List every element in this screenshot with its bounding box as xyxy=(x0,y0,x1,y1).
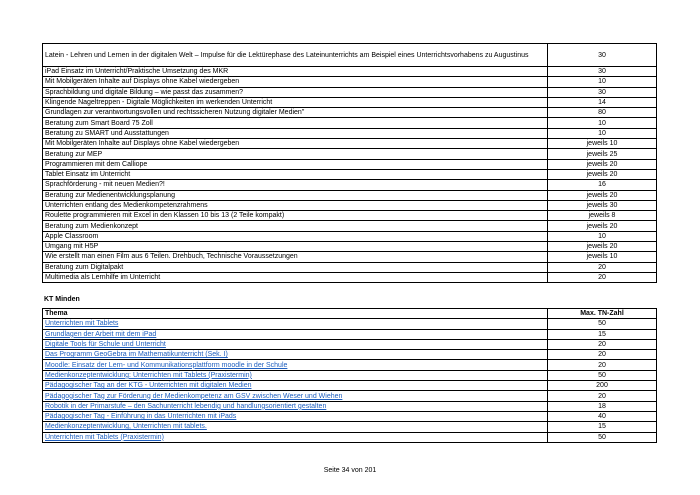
cell-thema[interactable] xyxy=(43,329,548,339)
cell-max-tn: jeweils 8 xyxy=(548,211,657,221)
cell-max-tn: 40 xyxy=(548,411,657,421)
cell-thema: Beratung zum Smart Board 75 Zoll xyxy=(43,118,548,128)
cell-max-tn: 10 xyxy=(548,77,657,87)
cell-max-tn: 20 xyxy=(548,339,657,349)
table-row xyxy=(43,272,657,282)
table-row xyxy=(43,350,657,360)
table-row xyxy=(43,190,657,200)
table-row xyxy=(43,401,657,411)
cell-thema[interactable] xyxy=(43,370,548,380)
cell-thema: Beratung zu SMART und Ausstattungen xyxy=(43,128,548,138)
cell-max-tn: jeweils 25 xyxy=(548,149,657,159)
table-row xyxy=(43,87,657,97)
table-row xyxy=(43,139,657,149)
course-link[interactable]: Pädagogischer Tag - Einführung in das Unterrichten mit iPads xyxy=(45,413,237,421)
table-row xyxy=(43,262,657,272)
cell-thema: Programmieren mit dem Calliope xyxy=(43,159,548,169)
header-thema: Thema xyxy=(43,309,548,319)
table-row xyxy=(43,422,657,432)
table-row xyxy=(43,432,657,442)
cell-max-tn: jeweils 20 xyxy=(548,190,657,200)
section-title: KT Minden xyxy=(44,296,80,303)
cell-max-tn: jeweils 30 xyxy=(548,200,657,210)
course-link[interactable]: Robotik in der Primarstufe – den Sachunterricht lebendig und handlungsorientiert gestalten xyxy=(45,402,327,410)
cell-max-tn: 10 xyxy=(548,128,657,138)
table-row xyxy=(43,360,657,370)
cell-thema: Beratung zum Medienkonzept xyxy=(43,221,548,231)
cell-thema[interactable] xyxy=(43,432,548,442)
table-row xyxy=(43,180,657,190)
table-row xyxy=(43,77,657,87)
course-link[interactable]: Digitale Tools für Schule und Unterricht xyxy=(45,341,166,349)
cell-thema: Latein - Lehren und Lernen in der digitalen Welt – Impulse für die Lektürephase des Lateinunterrichts am Beispiel eines Unterrichtsvorhabens zu Augustinus xyxy=(43,44,548,67)
cell-thema[interactable] xyxy=(43,339,548,349)
cell-thema: Klingende Nageltreppen - Digitale Möglichkeiten im werkenden Unterricht xyxy=(43,97,548,107)
cell-max-tn: jeweils 20 xyxy=(548,221,657,231)
cell-thema[interactable] xyxy=(43,381,548,391)
table-row xyxy=(43,200,657,210)
cell-max-tn: 30 xyxy=(548,87,657,97)
cell-thema[interactable] xyxy=(43,350,548,360)
table-row xyxy=(43,97,657,107)
table-row xyxy=(43,231,657,241)
cell-max-tn: 14 xyxy=(548,97,657,107)
course-link[interactable]: Grundlagen der Arbeit mit dem iPad xyxy=(45,330,157,338)
cell-thema: Mit Mobilgeräten Inhalte auf Displays ohne Kabel wiedergeben xyxy=(43,139,548,149)
cell-max-tn: jeweils 10 xyxy=(548,252,657,262)
course-link[interactable]: Das Programm GeoGebra im Mathematikunterricht (Sek. I) xyxy=(45,351,228,359)
table-row xyxy=(43,381,657,391)
cell-max-tn: 30 xyxy=(548,67,657,77)
course-link[interactable]: Pädagogischer Tag zur Förderung der Medienkompetenz am GSV zwischen Weser und Wiehen xyxy=(45,392,343,400)
cell-max-tn: 20 xyxy=(548,272,657,282)
table-row xyxy=(43,319,657,329)
cell-max-tn: 50 xyxy=(548,319,657,329)
cell-max-tn: jeweils 20 xyxy=(548,159,657,169)
cell-thema: Mit Mobilgeräten Inhalte auf Displays ohne Kabel wiedergeben xyxy=(43,77,548,87)
cell-max-tn: 50 xyxy=(548,370,657,380)
cell-thema: Beratung zur Medienentwicklungsplanung xyxy=(43,190,548,200)
table-row xyxy=(43,149,657,159)
table-row xyxy=(43,391,657,401)
course-link[interactable]: Medienkonzeptentwicklung, Unterrichten mit tablets. xyxy=(45,423,207,431)
table-row xyxy=(43,44,657,67)
table-row xyxy=(43,118,657,128)
cell-thema: Beratung zum Digitalpakt xyxy=(43,262,548,272)
cell-thema: Unterrichten entlang des Medienkompetenzrahmens xyxy=(43,200,548,210)
cell-thema[interactable] xyxy=(43,411,548,421)
cell-max-tn: 15 xyxy=(548,422,657,432)
cell-max-tn: jeweils 20 xyxy=(548,169,657,179)
cell-thema[interactable] xyxy=(43,319,548,329)
table-row xyxy=(43,329,657,339)
cell-thema: Apple Classroom xyxy=(43,231,548,241)
table-row xyxy=(43,159,657,169)
table-row xyxy=(43,169,657,179)
table-row xyxy=(43,411,657,421)
cell-thema[interactable] xyxy=(43,401,548,411)
course-link[interactable]: Medienkonzeptentwicklung: Unterrichten mit Tablets (Praxistermin) xyxy=(45,371,252,379)
course-link[interactable]: Unterrichten mit Tablets xyxy=(45,320,119,328)
cell-thema: Sprachförderung - mit neuen Medien?! xyxy=(43,180,548,190)
cell-max-tn: 50 xyxy=(548,432,657,442)
cell-max-tn: 20 xyxy=(548,350,657,360)
cell-thema[interactable] xyxy=(43,360,548,370)
cell-thema: Wie erstellt man einen Film aus 6 Teilen. Drehbuch, Technische Voraussetzungen xyxy=(43,252,548,262)
cell-max-tn: jeweils 20 xyxy=(548,242,657,252)
table-row xyxy=(43,339,657,349)
table-header-row xyxy=(43,309,657,319)
table-row xyxy=(43,242,657,252)
cell-max-tn: 200 xyxy=(548,381,657,391)
course-table-kt-minden xyxy=(42,308,657,443)
cell-thema: Tablet Einsatz im Unterricht xyxy=(43,169,548,179)
table-row xyxy=(43,252,657,262)
cell-thema: Multimedia als Lernhilfe im Unterricht xyxy=(43,272,548,282)
cell-thema: Beratung zur MEP xyxy=(43,149,548,159)
course-table-top xyxy=(42,43,657,283)
cell-max-tn: 16 xyxy=(548,180,657,190)
cell-thema[interactable] xyxy=(43,422,548,432)
table-row xyxy=(43,67,657,77)
course-link[interactable]: Moodle: Einsatz der Lern- und Kommunikationsplattform moodle in der Schule xyxy=(45,361,288,369)
cell-max-tn: 20 xyxy=(548,360,657,370)
header-max-tn: Max. TN-Zahl xyxy=(548,309,657,319)
cell-max-tn: 80 xyxy=(548,108,657,118)
cell-max-tn: 15 xyxy=(548,329,657,339)
course-link[interactable]: Pädagogischer Tag an der KTG - Unterrichten mit digitalen Medien xyxy=(45,382,252,390)
cell-thema: iPad Einsatz im Unterricht/Praktische Umsetzung des MKR xyxy=(43,67,548,77)
cell-max-tn: 18 xyxy=(548,401,657,411)
cell-max-tn: 30 xyxy=(548,44,657,67)
table-row xyxy=(43,221,657,231)
table-row xyxy=(43,108,657,118)
cell-max-tn: 20 xyxy=(548,262,657,272)
cell-max-tn: 20 xyxy=(548,391,657,401)
table-row xyxy=(43,128,657,138)
cell-max-tn: 10 xyxy=(548,118,657,128)
page-number: Seite 34 von 201 xyxy=(323,467,377,474)
cell-max-tn: 10 xyxy=(548,231,657,241)
cell-max-tn: jeweils 10 xyxy=(548,139,657,149)
course-link[interactable]: Unterrichten mit Tablets (Praxistermin) xyxy=(45,433,164,441)
cell-thema: Grundlagen zur verantwortungsvollen und rechtssicheren Nutzung digitaler Medien" xyxy=(43,108,548,118)
cell-thema: Umgang mit H5P xyxy=(43,242,548,252)
cell-thema[interactable] xyxy=(43,391,548,401)
cell-thema: Sprachbildung und digitale Bildung – wie passt das zusammen? xyxy=(43,87,548,97)
cell-thema: Roulette programmieren mit Excel in den Klassen 10 bis 13 (2 Teile kompakt) xyxy=(43,211,548,221)
table-row xyxy=(43,211,657,221)
table-row xyxy=(43,370,657,380)
